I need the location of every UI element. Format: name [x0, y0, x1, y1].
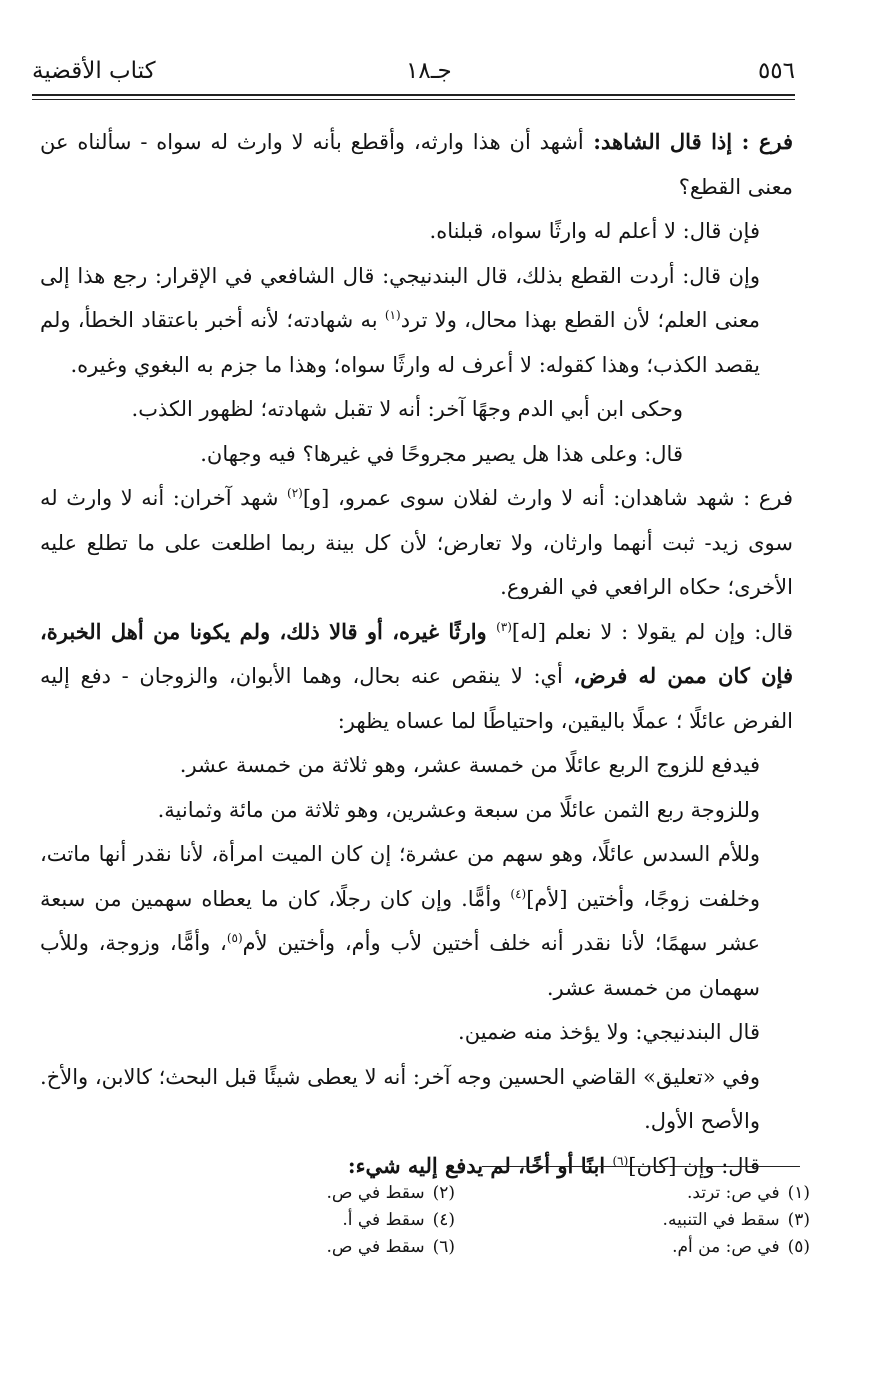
footnote-mark: (٥) — [787, 1237, 810, 1257]
paragraph-10 — [40, 832, 793, 1010]
footnote-text: في ص: من أم. — [672, 1237, 780, 1257]
paragraph-text: وحكى ابن أبي الدم وجهًا آخر: أنه لا تقبل شهادته؛ لظهور الكذب. — [131, 397, 683, 421]
footnote-mark: (٣) — [787, 1210, 810, 1230]
footnote-ref: (٤) — [510, 886, 527, 901]
footnote-5 — [515, 1234, 810, 1261]
paragraph-bold-text: ابنًا أو أخًا، لم يدفع إليه شيء: — [347, 1152, 613, 1178]
footnotes — [160, 1180, 810, 1261]
footnote-mark: (٢) — [432, 1183, 455, 1203]
main-text — [40, 120, 793, 1188]
paragraph-text: قال: وعلى هذا هل يصير مجروحًا في غيرها؟ فيه وجهان. — [200, 441, 683, 466]
paragraph-text: وللزوجة ربع الثمن عائلًا من سبعة وعشرين، وهو ثلاثة من مائة وثمانية. — [157, 797, 760, 822]
paragraph-3 — [40, 254, 793, 388]
paragraph-2 — [40, 209, 793, 254]
footnote-separator — [482, 1166, 800, 1167]
footnote-text: سقط في التنبيه. — [662, 1210, 780, 1230]
paragraph-text: به شهادته؛ لأنه أخبر باعتقاد الخطأ، ولم يقصد الكذب؛ وهذا كقوله: لا أعرف له وارثًا سواه؛ وهذا ما جزم به البغوي وغيره. — [40, 308, 760, 377]
footnote-ref: (٣) — [496, 619, 512, 634]
footnote-text: سقط في ص. — [326, 1183, 425, 1203]
footnote-mark: (١) — [787, 1183, 810, 1203]
paragraph-text: قال: وإن [كان] — [628, 1153, 760, 1178]
footnote-text: سقط في ص. — [326, 1237, 425, 1257]
footnote-ref: (٢) — [287, 486, 303, 500]
paragraph-text: قال: وإن لم يقولا : لا نعلم [له] — [511, 619, 793, 644]
paragraph-text: فإن قال: لا أعلم له وارثًا سواه، قبلناه. — [429, 219, 760, 243]
paragraph-text: شهد آخران: أنه لا وارث له سوى زيد- ثبت أنهما وارثان، ولا تعارض؛ لأن كل بينة ربما اطلعت على ما تطلع عليه الأخرى؛ حكاه الرافعي في الفروع. — [40, 486, 793, 599]
paragraph-text: وفي «تعليق» القاضي الحسين وجه آخر: أنه لا يعطى شيئًا قبل البحث؛ كالابن، والأخ. والأصح الأول. — [40, 1064, 760, 1133]
footnote-1 — [515, 1180, 810, 1207]
paragraph-8 — [40, 743, 793, 788]
paragraph-text: وللأم السدس عائلًا، وهو سهم من عشرة؛ إن كان الميت امرأة، لأنا نقدر أنها ماتت، وخلفت زوجًا، وأختين [لأم] — [40, 842, 761, 911]
footnote-text: في ص: ترتد. — [687, 1183, 780, 1203]
footnote-ref: (٥) — [226, 931, 243, 945]
paragraph-text: وأمًّا. وإن كان رجلًا، كان ما يعطاه سهمين من سبعة عشر سهمًا؛ لأنا نقدر أنه خلف أختين لأب وأم، وأختين لأم — [40, 886, 760, 955]
paragraph-text: ، وأمًّا، وزوجة، وللأب سهمان من خمسة عشر. — [40, 931, 760, 1000]
paragraph-6 — [40, 476, 793, 610]
running-header — [32, 52, 795, 90]
paragraph-text: وإن قال: أردت القطع بذلك، قال البندنيجي: قال الشافعي في الإقرار: رجع هذا إلى معنى العلم؛ لأن القطع بهذا محال، ولا ترد — [40, 263, 760, 332]
paragraph-4 — [40, 387, 793, 432]
paragraph-11 — [40, 1010, 793, 1055]
footnote-4 — [160, 1207, 455, 1234]
paragraph-7 — [40, 610, 793, 744]
paragraph-12 — [40, 1055, 793, 1144]
paragraph-5 — [40, 432, 793, 477]
page-number: ٥٥٦ — [757, 58, 795, 84]
volume-label: جـ١٨ — [406, 58, 452, 84]
footnote-text: سقط في أ. — [342, 1210, 425, 1230]
footnote-ref: (٦) — [612, 1153, 629, 1168]
paragraph-text: قال البندنيجي: ولا يؤخذ منه ضمين. — [458, 1020, 760, 1044]
paragraph-text: فرع : شهد شاهدان: أنه لا وارث لفلان سوى عمرو، [و] — [302, 486, 793, 510]
header-rule-thick — [32, 94, 795, 96]
paragraph-1 — [40, 120, 793, 209]
paragraph-text: أشهد أن هذا وارثه، وأقطع بأنه لا وارث له سواه - سألناه عن معنى القطع؟ — [40, 130, 793, 199]
footnote-ref: (١) — [384, 308, 401, 322]
paragraph-text: أي: لا ينقص عنه بحال، وهما الأبوان، والزوجان - دفع إليه الفرض عائلًا ؛ عملًا باليقين، واحتياطًا لما عساه يظهر: — [40, 664, 793, 733]
footnote-6 — [160, 1234, 455, 1261]
footnote-mark: (٤) — [432, 1210, 455, 1230]
paragraph-9 — [40, 788, 793, 833]
paragraph-lead: فرع : إذا قال الشاهد: — [583, 129, 793, 154]
footnote-2 — [160, 1180, 455, 1207]
header-rule-thin — [32, 99, 795, 100]
paragraph-bold-text: وارثًا غيره، أو قالا ذلك، ولم يكونا من أهل الخبرة، فإن كان ممن له فرض، — [40, 618, 793, 688]
footnote-3 — [515, 1207, 810, 1234]
book-title: كتاب الأقضية — [32, 58, 156, 84]
paragraph-text: فيدفع للزوج الربع عائلًا من خمسة عشر، وهو ثلاثة من خمسة عشر. — [179, 753, 760, 777]
footnote-mark: (٦) — [432, 1237, 455, 1257]
